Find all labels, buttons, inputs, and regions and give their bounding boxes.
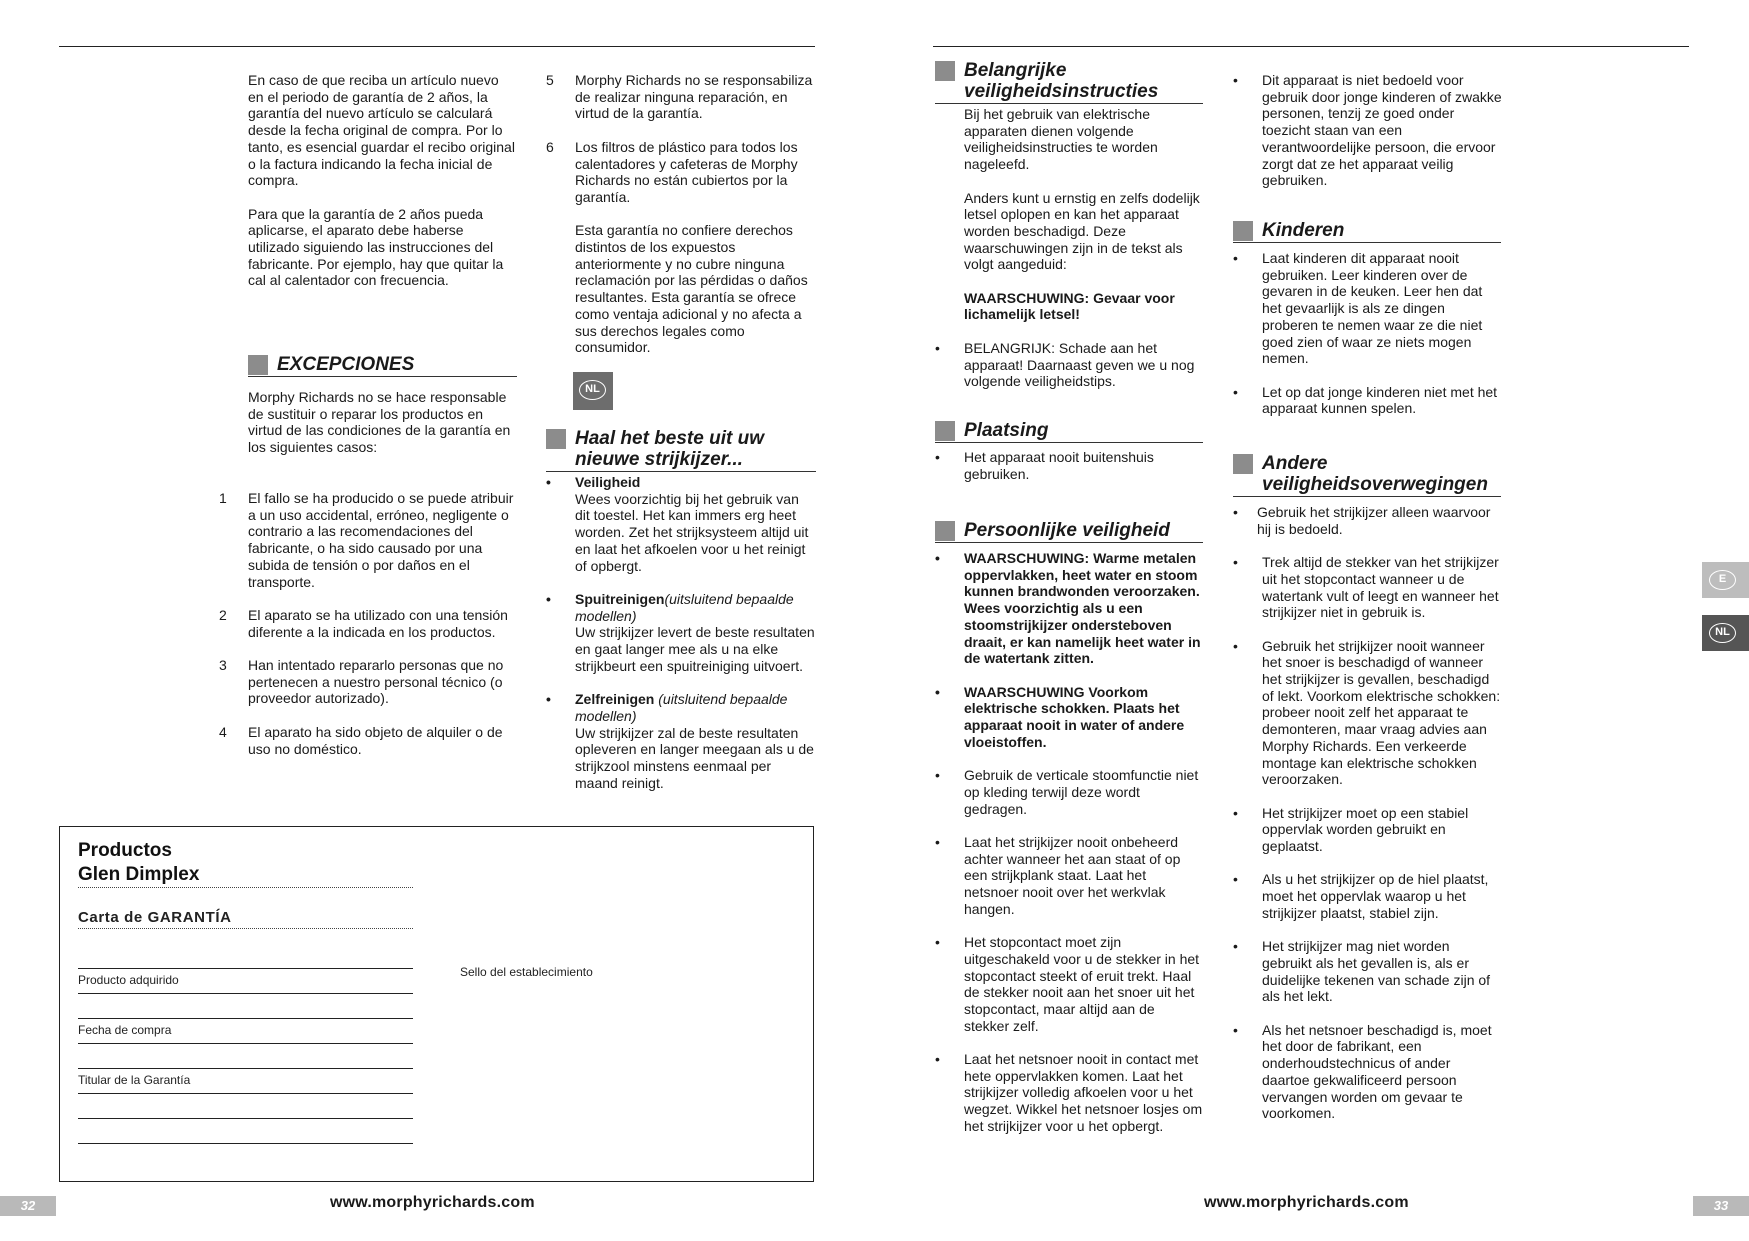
list-item-text: Laat het netsnoer nooit in contact met hete oppervlakken komen. Laat het strijkijzer volledig afkoelen voor u het wegzet. Wikkel het netsnoer losjes om het strijkijzer voor u het opbergt.	[964, 1051, 1203, 1134]
card-field-line	[78, 1118, 413, 1119]
page-number-left: 32	[0, 1196, 56, 1216]
kinderen-heading	[1233, 220, 1501, 243]
tab-e-label: E	[1709, 570, 1736, 590]
list-item	[1233, 805, 1501, 855]
list-item	[219, 657, 516, 707]
kinderen-section	[1233, 220, 1501, 434]
haal-section	[546, 428, 816, 808]
card-field-line	[78, 1043, 413, 1044]
bullet-heading: Zelfreinigen	[575, 691, 655, 708]
list-item	[1233, 72, 1503, 189]
section-square-icon	[546, 429, 566, 449]
list-item-text: El fallo se ha producido o se puede atribuir a un uso accidental, erróneo, negligente o contrario a las recomendaciones del fabricante, o ha sido causado por una subida de tensión o por daños en el transporte.	[248, 490, 514, 590]
haal-heading	[546, 428, 816, 472]
list-item	[219, 607, 516, 640]
list-number: 5	[546, 72, 554, 88]
bullet-glyph: •	[935, 833, 940, 850]
list-item-text: Het apparaat nooit buitenshuis gebruiken.	[964, 449, 1154, 482]
list-item	[546, 139, 816, 206]
list-item-text: Als u het strijkijzer op de hiel plaatst, moet het oppervlak waarop u het strijkijzer plaatst, stabiel zijn.	[1262, 871, 1489, 921]
bullet-glyph: •	[1233, 250, 1238, 266]
bullet-glyph: •	[1233, 637, 1238, 654]
bullet-glyph: •	[935, 934, 940, 951]
card-field-line	[78, 993, 413, 994]
warranty-paragraph-1: En caso de que reciba un artículo nuevo en el periodo de garantía de 2 años, la garantía del nuevo artículo se calculará desde la fecha original de compra. Por lo tanto, es esencial guardar el recibo original o la factura indicando la fecha inicial de compra.	[248, 72, 515, 189]
list-item	[935, 340, 1203, 390]
list-item-text: Dit apparaat is niet bedoeld voor gebruik door jonge kinderen of zwakke personen, tenzij ze goed onder toezicht staan van een verantwoordelijke persoon, die ervoor zorgt dat ze het apparaat veilig gebruiken.	[1262, 72, 1502, 189]
excepciones-heading	[248, 354, 517, 377]
list-item-text: El aparato se ha utilizado con una tensión diferente a la indicada en los productos.	[248, 606, 508, 640]
bullet-glyph: •	[935, 683, 940, 700]
top-rule-left	[59, 46, 815, 47]
list-item-text: Let op dat jonge kinderen niet met het apparaat kunnen spelen.	[1262, 383, 1498, 417]
bullet-glyph: •	[1233, 804, 1238, 821]
list-item	[546, 591, 816, 675]
bullet-glyph: •	[546, 474, 551, 490]
tab-nl-label: NL	[1709, 623, 1736, 643]
page-number-right: 33	[1693, 1196, 1749, 1216]
list-item	[1233, 938, 1501, 1005]
card-dotted-divider	[78, 887, 413, 888]
list-item-text: Het strijkijzer mag niet worden gebruikt als het gevallen is, als er duidelijke tekenen van schade zijn of als het lekt.	[1262, 938, 1491, 1005]
section-square-icon	[935, 61, 955, 81]
list-item	[935, 550, 1203, 667]
list-item-text: Het stopcontact moet zijn uitgeschakeld voor u de stekker in het stopcontact steekt of eruit trekt. Haal de stekker nooit aan het snoer uit het stopcontact, maar altijd aan de stekker zelf.	[964, 934, 1200, 1034]
nl-language-badge	[573, 372, 613, 410]
field-label-producto: Producto adquirido	[78, 973, 179, 987]
plaatsing-heading	[935, 420, 1203, 443]
list-item	[219, 724, 516, 757]
field-label-fecha: Fecha de compra	[78, 1023, 172, 1037]
belangrijke-body	[935, 106, 1203, 323]
card-title-line-2: Glen Dimplex	[78, 864, 200, 885]
list-number: 3	[219, 657, 227, 673]
plaatsing-section	[935, 420, 1203, 499]
list-item	[1233, 871, 1501, 921]
tab-language-e[interactable]	[1702, 562, 1749, 598]
list-item-text: Morphy Richards no se responsabiliza de realizar ninguna reparación, en virtud de la garantía.	[575, 72, 813, 122]
haal-bullets	[546, 474, 816, 791]
list-item-text: Gebruik de verticale stoomfunctie niet op kleding terwijl deze wordt gedragen.	[964, 767, 1199, 817]
bullet-glyph: •	[1233, 938, 1238, 955]
bullet-glyph: •	[1233, 504, 1238, 520]
card-field-line	[78, 1093, 413, 1094]
list-item-text: Gebruik het strijkijzer nooit wanneer het snoer is beschadigd of wanneer het strijkijzer is gevallen, beschadigd of lekt. Voorkom elektrische schokken: probeer nooit zelf het apparaat te demonteren, maar vraag advies aan Morphy Richards. Een verkeerde montage kan elektrische schokken veroorzaken.	[1262, 637, 1501, 788]
list-item	[935, 684, 1203, 751]
card-field-line	[78, 1068, 413, 1069]
stamp-label: Sello del establecimiento	[460, 965, 593, 979]
bullet-note: (uitsluitend bepaalde modellen)	[575, 691, 788, 724]
andere-title: Andere veiligheidsoverwegingen	[1262, 453, 1488, 495]
list-item-text: Trek altijd de stekker van het strijkijzer uit het stopcontact wanneer u de watertank vult of leegt en wanneer het strijkijzer niet in gebruik is.	[1262, 554, 1499, 621]
left-column-2	[546, 72, 816, 373]
excepciones-list	[219, 490, 516, 774]
right-column-4	[1233, 72, 1503, 206]
tab-language-nl[interactable]	[1702, 615, 1749, 651]
list-item-text: BELANGRIJK: Schade aan het apparaat! Daarnaast geven we u nog volgende veiligheidstips.	[964, 339, 1195, 390]
list-item	[1233, 504, 1501, 537]
bullet-glyph: •	[935, 449, 940, 465]
bullet-glyph: •	[935, 1051, 940, 1068]
belangrijke-paragraph-1: Bij het gebruik van elektrische apparaten dienen volgende veiligheidsinstructies te worden nageleefd.	[964, 106, 1158, 173]
bullet-text: Uw strijkijzer zal de beste resultaten opleveren en langer meegaan als u de strijkzool minstens eenmaal per maand reinigt.	[575, 724, 814, 791]
excepciones-section	[248, 354, 517, 377]
list-item-text: Laat het strijkijzer nooit onbeheerd achter wanneer het aan staat of op een strijkplank staat. Laat het netsnoer nooit over het werkvlak hangen.	[964, 833, 1181, 917]
bullet-heading: Veiligheid	[575, 474, 641, 490]
list-item-text: WAARSCHUWING: Warme metalen oppervlakken, heet water en stoom kunnen brandwonden veroorzaken. Wees voorzichtig als u een stoomstrijkijzer ondersteboven draait, er kan namelijk heet water in de watertank zitten.	[964, 550, 1201, 667]
left-column-1	[248, 72, 516, 306]
list-number: 2	[219, 606, 227, 623]
haal-title: Haal het beste uit uw nieuwe strijkijzer...	[575, 428, 764, 470]
card-title	[78, 839, 199, 887]
list-item-text: Los filtros de plástico para todos los calentadores y cafeteras de Morphy Richards no están cubiertos por la garantía.	[575, 138, 798, 205]
excepciones-body	[248, 389, 516, 473]
card-title-line-1: Productos	[78, 840, 172, 861]
bullet-text: Uw strijkijzer levert de beste resultaten en gaat langer mee als u na elke strijkbeurt een spuitreiniging uitvoert.	[575, 624, 815, 674]
list-item	[1233, 250, 1501, 367]
field-label-titular: Titular de la Garantía	[78, 1073, 191, 1087]
list-item	[546, 691, 816, 791]
list-item-text: Het strijkijzer moet op een stabiel oppervlak worden gebruikt en geplaatst.	[1262, 804, 1469, 855]
list-item-text: Gebruik het strijkijzer alleen waarvoor hij is bedoeld.	[1257, 504, 1491, 537]
footer-url-right[interactable]: www.morphyrichards.com	[1204, 1194, 1409, 1211]
persoonlijke-heading	[935, 520, 1203, 543]
bullet-glyph: •	[546, 691, 551, 708]
list-item	[1233, 384, 1501, 417]
warranty-closing: Esta garantía no confiere derechos distintos de los expuestos anteriormente y no cubre ninguna reclamación por las pérdidas o daños resultantes. Esta garantía se ofrece como ventaja adicional y no afecta a sus derechos legales como consumidor.	[575, 222, 808, 356]
persoonlijke-section	[935, 520, 1203, 1151]
bullet-note: (uitsluitend bepaalde modellen)	[575, 590, 794, 624]
bullet-glyph: •	[1233, 72, 1238, 88]
warranty-paragraph-2: Para que la garantía de 2 años pueda aplicarse, el aparato debe haberse utilizado siguiendo las instrucciones del fabricante. Por ejemplo, hay que quitar la cal al calentador con frecuencia.	[248, 205, 504, 289]
bullet-heading: Spuitreinigen	[575, 590, 665, 607]
list-item	[546, 474, 816, 574]
andere-section	[1233, 453, 1501, 1139]
bullet-glyph: •	[935, 339, 940, 356]
list-number: 6	[546, 138, 554, 155]
list-number: 4	[219, 723, 227, 740]
andere-list	[1233, 504, 1501, 1122]
list-item	[1233, 554, 1501, 621]
section-square-icon	[1233, 454, 1253, 474]
persoonlijke-title: Persoonlijke veiligheid	[964, 520, 1170, 541]
card-field-line	[78, 968, 413, 969]
bullet-glyph: •	[935, 550, 940, 566]
list-item	[546, 72, 816, 122]
list-item	[1233, 638, 1501, 788]
bullet-glyph: •	[935, 767, 940, 784]
belangrijke-title: Belangrijke veiligheidsinstructies	[964, 60, 1159, 102]
footer-url-left[interactable]: www.morphyrichards.com	[330, 1194, 535, 1211]
card-field-line	[78, 1143, 413, 1144]
belangrijke-heading	[935, 60, 1203, 104]
top-rule-right	[933, 46, 1689, 47]
list-item-text: Laat kinderen dit apparaat nooit gebruiken. Leer kinderen over de gevaren in de keuken. Leer hen dat het gevaarlijk is als ze dingen proberen te nemen waar ze die niet goed zien of waar ze niets mogen nemen.	[1262, 250, 1483, 367]
kinderen-list	[1233, 250, 1501, 417]
belangrijke-section	[935, 60, 1203, 407]
bullet-text: Wees voorzichtig bij het gebruik van dit toestel. Het kan immers erg heet worden. Zet het strijksysteem altijd uit en laat het afkoelen voor u het reinigt of opbergt.	[575, 490, 809, 574]
belangrijke-paragraph-2: Anders kunt u ernstig en zelfs dodelijk letsel oplopen en kan het apparaat worden beschadigd. Deze waarschuwingen zijn in de tekst als volgt aangeduid:	[964, 189, 1200, 273]
list-item	[935, 767, 1203, 817]
list-item-text: Als het netsnoer beschadigd is, moet het door de fabrikant, een onderhoudstechnicus of ander daartoe gekwalificeerd persoon vervangen worden om gevaar te voorkomen.	[1262, 1021, 1492, 1122]
section-square-icon	[248, 355, 268, 375]
bullet-glyph: •	[1233, 871, 1238, 888]
plaatsing-title: Plaatsing	[964, 420, 1049, 441]
excepciones-title: EXCEPCIONES	[277, 354, 415, 375]
list-item	[935, 934, 1203, 1034]
list-item	[935, 1051, 1203, 1135]
andere-heading	[1233, 453, 1501, 497]
card-field-line	[78, 1018, 413, 1019]
excepciones-intro: Morphy Richards no se hace responsable de sustituir o reparar los productos en virtud de las condiciones de la garantía en los siguientes casos:	[248, 389, 511, 456]
list-number: 1	[219, 490, 227, 506]
list-item	[219, 490, 516, 590]
card-subtitle: Carta de GARANTÍA	[78, 909, 232, 926]
list-item	[1233, 1022, 1501, 1122]
persoonlijke-list	[935, 550, 1203, 1135]
bullet-glyph: •	[546, 590, 551, 607]
warning-text: WAARSCHUWING: Gevaar voor lichamelijk letsel!	[964, 289, 1175, 323]
list-item-text: WAARSCHUWING Voorkom elektrische schokken. Plaats het apparaat nooit in water of andere vloeistoffen.	[964, 683, 1185, 750]
list-item	[935, 449, 1203, 482]
section-square-icon	[1233, 221, 1253, 241]
list-item-text: Han intentado repararlo personas que no pertenecen a nuestro personal técnico (o proveedor autorizado).	[248, 657, 504, 707]
list-item-text: El aparato ha sido objeto de alquiler o de uso no doméstico.	[248, 723, 503, 757]
section-square-icon	[935, 421, 955, 441]
nl-badge-label: NL	[579, 380, 606, 400]
list-item	[935, 834, 1203, 918]
card-dotted-divider	[78, 928, 413, 929]
section-square-icon	[935, 521, 955, 541]
bullet-glyph: •	[1233, 1021, 1238, 1038]
bullet-glyph: •	[1233, 554, 1238, 571]
bullet-glyph: •	[1233, 383, 1238, 400]
warranty-card	[59, 826, 814, 1182]
kinderen-title: Kinderen	[1262, 220, 1345, 241]
